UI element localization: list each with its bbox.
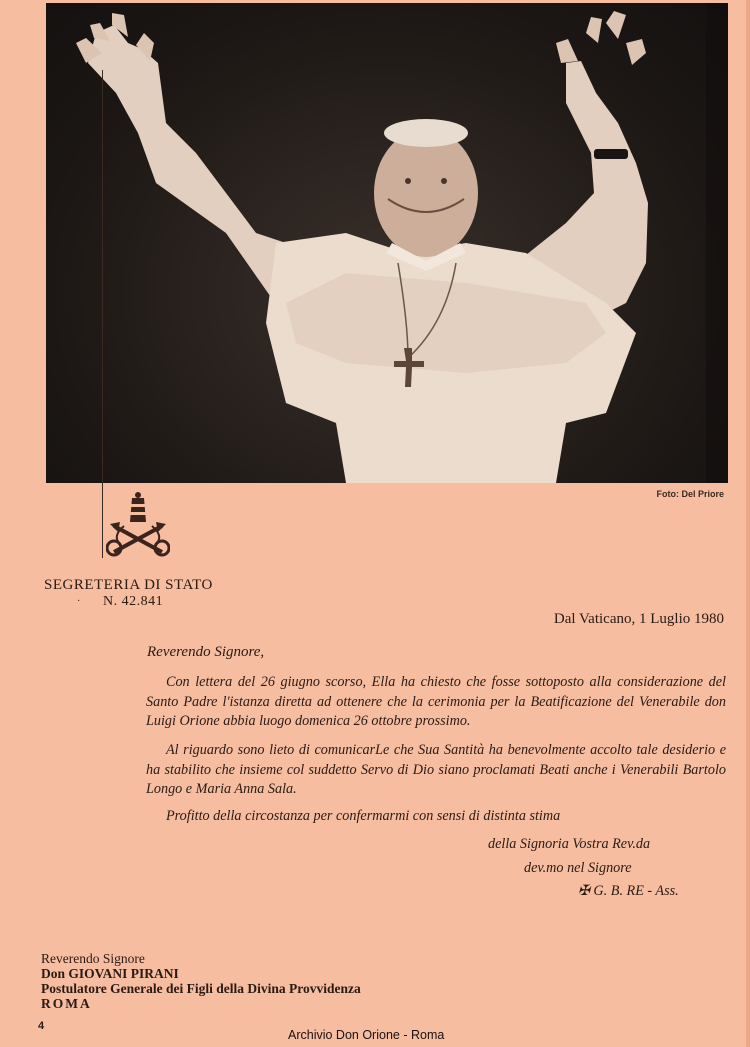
- archive-label: Archivio Don Orione - Roma: [288, 1028, 445, 1042]
- salutation: Reverendo Signore,: [147, 644, 265, 660]
- place-date: Dal Vaticano, 1 Luglio 1980: [553, 611, 724, 627]
- protocol-number: N. 42.841: [103, 594, 164, 609]
- office-title: SEGRETERIA DI STATO: [44, 577, 213, 593]
- decorative-dot: ·: [77, 596, 81, 607]
- page-number: 4: [38, 1020, 45, 1032]
- letter-paragraph-1: [146, 673, 726, 732]
- papal-coat-of-arms-icon: [106, 492, 170, 558]
- pope-photo: [46, 3, 728, 483]
- recipient-line-4: ROMA: [41, 996, 92, 1011]
- pope-blessing-photo-icon: [46, 3, 728, 483]
- closing-line-1: della Signoria Vostra Rev.da: [488, 836, 651, 852]
- paragraph-1-text: Con lettera del 26 giugno scorso, Ella ha chiesto che fosse sottoposto alla considerazione del Santo Padre l'istanza diretta ad ottenere che la cerimonia per la Beatificazione del Venerabile don Luigi Orione abbia luogo domenica 26 ottobre prossimo.: [146, 674, 726, 729]
- signature: ✠ G. B. RE - Ass.: [578, 883, 679, 899]
- recipient-line-3: Postulatore Generale dei Figli della Divina Provvidenza: [41, 981, 361, 996]
- letter-paragraph-3: [146, 807, 726, 827]
- margin-rule: [102, 70, 103, 558]
- paragraph-3-text: Profitto della circostanza per confermarmi con sensi di distinta stima: [166, 808, 561, 824]
- paragraph-2-text: Al riguardo sono lieto di comunicarLe che Sua Santità ha benevolmente accolto tale desiderio e ha stabilito che insieme col suddetto Servo di Dio siano proclamati Beati anche i Venerabili Bartolo Longo e Maria Anna Sala.: [146, 742, 726, 797]
- letter-paragraph-2: [146, 741, 726, 800]
- photo-credit: Foto: Del Priore: [656, 489, 724, 499]
- paper-edge: [746, 0, 750, 1047]
- recipient-line-2: Don GIOVANI PIRANI: [41, 966, 179, 981]
- closing-line-2: dev.mo nel Signore: [524, 860, 632, 876]
- recipient-line-1: Reverendo Signore: [41, 951, 145, 966]
